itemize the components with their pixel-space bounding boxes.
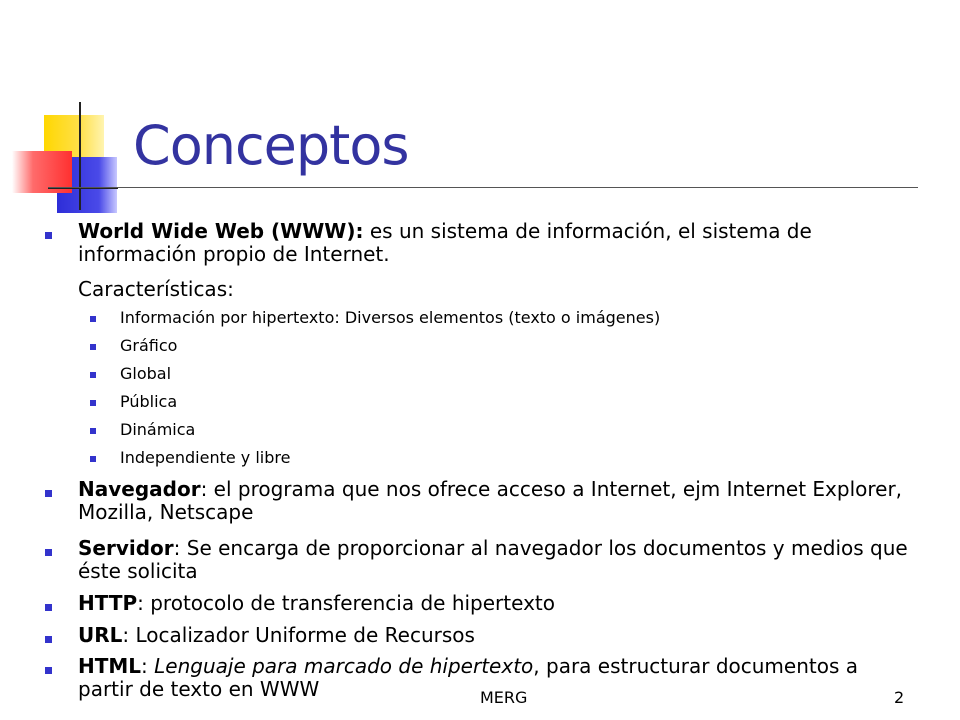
term-http: HTTP (78, 591, 138, 615)
sub-item-independiente: Independiente y libre (120, 448, 291, 467)
sub-item-dinamica: Dinámica (120, 420, 196, 439)
bullet-marker (90, 344, 96, 350)
def-http: : protocolo de transferencia de hipertexto (137, 591, 555, 615)
def-servidor: : Se encarga de proporcionar al navegador los documentos y medios que éste solicita (78, 536, 908, 583)
term-www: World Wide Web (WWW): (78, 219, 364, 243)
sub-item-grafico: Gráfico (120, 336, 178, 355)
decor-vertical-line (79, 102, 81, 210)
sub-item-hipertexto: Información por hipertexto: Diversos elementos (texto o imágenes) (120, 308, 661, 327)
bullet-marker (45, 636, 52, 643)
bullet-marker (45, 604, 52, 611)
def-html-pre: : (141, 654, 155, 678)
def-url: : Localizador Uniforme de Recursos (122, 623, 475, 647)
bullet-marker (90, 428, 96, 434)
sub-item-publica: Pública (120, 392, 178, 411)
bullet-marker (90, 456, 96, 462)
def-html-italic: Lenguaje para marcado de hipertexto (154, 654, 534, 678)
bullet-url (78, 624, 908, 647)
def-navegador: : el programa que nos ofrece acceso a Internet, ejm Internet Explorer, Mozilla, Netscape (78, 477, 903, 524)
slide-title: Conceptos (133, 114, 409, 177)
bullet-servidor (78, 537, 908, 583)
bullet-marker (90, 316, 96, 322)
bullet-http (78, 592, 908, 615)
term-url: URL (78, 623, 123, 647)
term-html: HTML (78, 654, 142, 678)
sub-item-global: Global (120, 364, 172, 383)
def-html: , para estructurar documentos a partir de texto en WWW (78, 654, 858, 701)
page-number: 2 (894, 688, 905, 707)
bullet-marker (45, 232, 52, 239)
term-navegador: Navegador (78, 477, 201, 501)
bullet-marker (45, 549, 52, 556)
bullet-marker (90, 372, 96, 378)
title-underline (48, 187, 918, 188)
bullet-marker (45, 667, 52, 674)
bullet-marker (90, 400, 96, 406)
bullet-navegador (78, 478, 908, 524)
term-servidor: Servidor (78, 536, 174, 560)
footer-author: MERG (480, 688, 528, 707)
bullet-www (78, 220, 908, 266)
subheading-caracteristicas: Características: (78, 277, 234, 301)
bullet-marker (45, 490, 52, 497)
def-www: es un sistema de información, el sistema de información propio de Internet. (78, 219, 812, 266)
